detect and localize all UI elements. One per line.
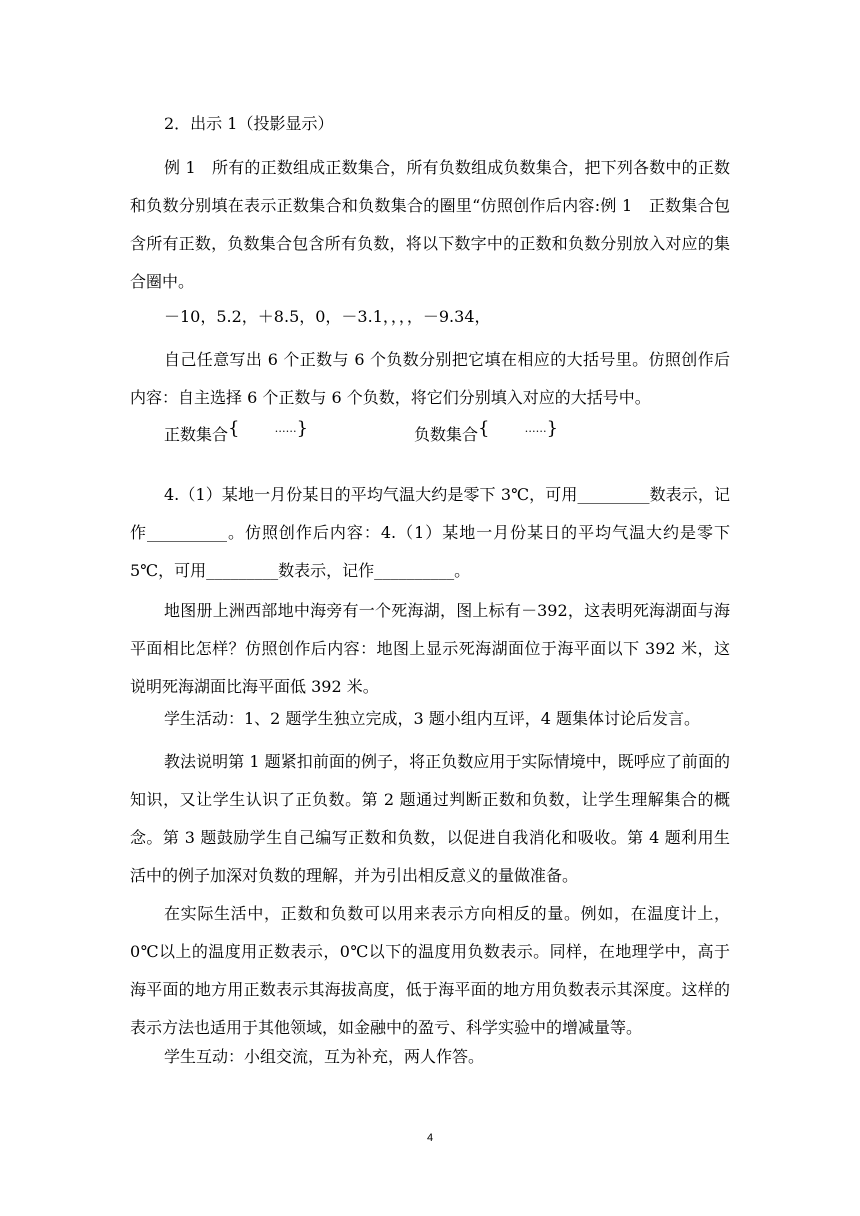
positive-set	[164, 418, 309, 445]
section-heading: 2．出示 1（投影显示）	[164, 114, 334, 133]
page-number: 4	[426, 1132, 434, 1144]
dead-sea-paragraph: 地图册上洲西部地中海旁有一个死海湖，图上标有－392，这表明死海湖面与海平面相比怎样？仿照创作后内容：地图上显示死海湖面位于海平面以下 392 米，这说明死海湖面比海平面低 392 米。	[130, 601, 730, 696]
question-4-paragraph: 4.（1）某地一月份某日的平均气温大约是零下 3℃，可用_________数表示，记作__________。仿照创作后内容：4.（1）某地一月份某日的平均气温大约是零下 5℃，可用_________数表示，记作__________。	[130, 485, 730, 580]
number-list: －10，5.2，＋8.5，0，－3.1，，，，－9.34，	[164, 307, 491, 326]
teaching-method-paragraph: 教法说明第 1 题紧扣前面的例子，将正负数应用于实际情境中，既呼应了前面的知识，又让学生认识了正负数。第 2 题通过判断正数和负数，让学生理解集合的概念。第 3 题鼓励学生自己编写正数和负数，以促进自我消化和吸收。第 4 题利用生活中的例子加深对负数的理解，并为引出相反意义的量做准备。	[130, 752, 730, 885]
brace-close: }	[296, 418, 309, 439]
example-paragraph: 例 1 所有的正数组成正数集合，所有负数组成负数集合，把下列各数中的正数和负数分别填在表示正数集合和负数集合的圈里“仿照创作后内容:例 1 正数集合包含所有正数，负数集合包含所有负数，将以下数字中的正数和负数分别放入对应的集合圈中。	[130, 158, 730, 291]
set-brackets-row	[164, 418, 724, 462]
brace-open: {	[228, 418, 240, 439]
student-interaction-paragraph: 学生互动：小组交流，互为补充，两人作答。	[164, 1047, 485, 1066]
negative-set	[414, 418, 559, 445]
ellipsis: ……	[274, 422, 297, 435]
ellipsis: ……	[524, 422, 547, 435]
self-write-paragraph: 自己任意写出 6 个正数与 6 个负数分别把它填在相应的大括号里。仿照创作后内容：自主选择 6 个正数与 6 个负数，将它们分别填入对应的大括号中。	[130, 350, 730, 407]
positive-set-label: 正数集合	[164, 425, 229, 444]
negative-set-label: 负数集合	[414, 425, 479, 444]
brace-close: }	[546, 418, 559, 439]
student-activity-paragraph: 学生活动：1、2 题学生独立完成，3 题小组内互评，4 题集体讨论后发言。	[164, 709, 700, 728]
real-life-paragraph: 在实际生活中，正数和负数可以用来表示方向相反的量。例如，在温度计上，0℃以上的温度用正数表示，0℃以下的温度用负数表示。同样，在地理学中，高于海平面的地方用正数表示其海拔高度，低于海平面的地方用负数表示其深度。这样的表示方法也适用于其他领域，如金融中的盈亏、科学实验中的增减量等。	[130, 904, 730, 1037]
brace-open: {	[478, 418, 490, 439]
